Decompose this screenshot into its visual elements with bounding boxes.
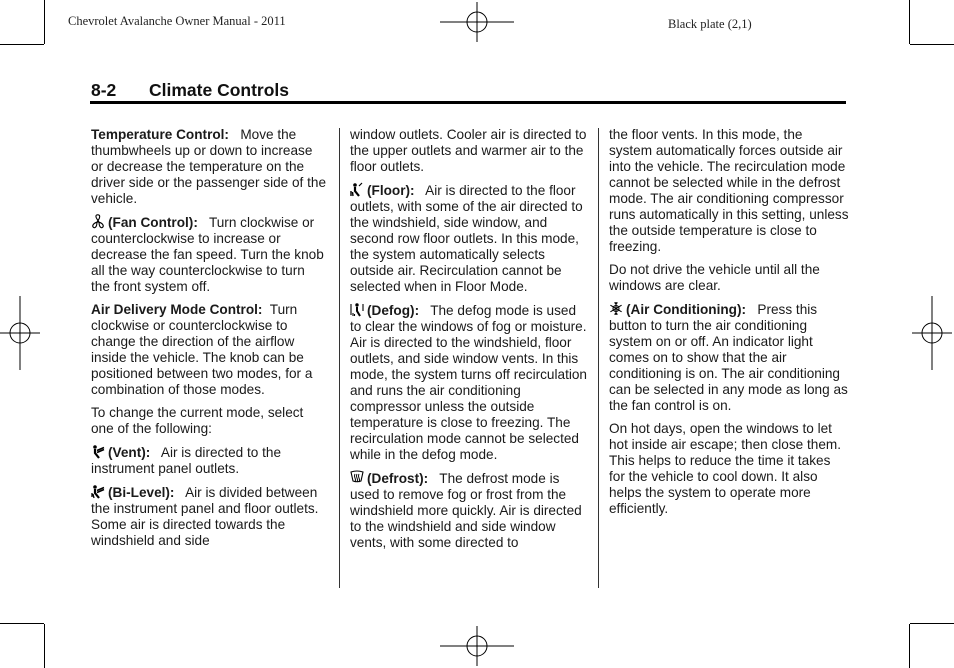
term-label: Temperature Control: bbox=[91, 127, 229, 142]
paragraph-air-delivery bbox=[91, 302, 327, 398]
column-divider bbox=[598, 128, 599, 588]
term-label: (Air Conditioning): bbox=[626, 302, 747, 317]
paragraph-text: window outlets. Cooler air is directed to the upper outlets and warmer air to the floor outlets. bbox=[350, 127, 587, 174]
paragraph-text: Move the thumbwheels up or down to increase or decrease the temperature on the driver side or the passenger side of the vehicle. bbox=[91, 127, 327, 206]
paragraph-text: the floor vents. In this mode, the system automatically forces outside air into the vehicle. The recirculation mode cannot be selected while in the defrost mode. The air conditioning compressor runs automatically in this setting, unless the outside temperature is close to freezing. bbox=[609, 127, 849, 254]
paragraph-text: The defrost mode is used to remove fog or frost from the windshield more quickly. Air is directed to the windshield and side window vents, with some directed to bbox=[350, 471, 582, 550]
section-number: 8-2 bbox=[91, 80, 117, 100]
paragraph-hot-days bbox=[609, 421, 849, 517]
registration-mark-icon bbox=[912, 296, 952, 370]
crop-mark bbox=[909, 0, 910, 44]
paragraph-fan bbox=[91, 214, 327, 295]
paragraph-defrost bbox=[350, 470, 588, 551]
heading-rule bbox=[90, 101, 846, 104]
term-label: (Bi-Level): bbox=[108, 485, 175, 500]
paragraph-text: Turn clockwise or counterclockwise to change the direction of the airflow inside the vehicle. The knob can be positioned between two modes, for a combination of those modes. bbox=[91, 302, 313, 397]
paragraph-vent bbox=[91, 444, 327, 477]
plate-label: Black plate (2,1) bbox=[668, 17, 752, 31]
registration-mark-icon bbox=[440, 2, 514, 42]
manual-title: Chevrolet Avalanche Owner Manual - 2011 bbox=[68, 14, 286, 28]
paragraph-text: Turn clockwise or counterclockwise to increase or decrease the fan speed. Turn the knob all the way counterclockwise to turn the front system off. bbox=[91, 215, 324, 294]
ac-snowflake-icon bbox=[609, 301, 623, 316]
paragraph-text: Do not drive the vehicle until all the windows are clear. bbox=[609, 262, 820, 293]
crop-mark bbox=[44, 0, 45, 44]
fan-icon bbox=[91, 214, 105, 229]
column-2 bbox=[350, 127, 588, 558]
bi-level-icon bbox=[91, 484, 105, 499]
term-label: Air Delivery Mode Control: bbox=[91, 302, 263, 317]
crop-mark bbox=[910, 44, 954, 45]
column-1 bbox=[91, 127, 327, 556]
paragraph-bi-level bbox=[91, 484, 327, 549]
vent-icon bbox=[91, 444, 105, 459]
floor-icon bbox=[350, 182, 364, 197]
paragraph-drive-warning bbox=[609, 262, 849, 294]
paragraph-text: Air is directed to the instrument panel outlets. bbox=[91, 445, 282, 476]
paragraph-continued bbox=[609, 127, 849, 255]
paragraph-text: Air is divided between the instrument panel and floor outlets. Some air is directed towards the windshield and side bbox=[91, 485, 319, 548]
crop-mark bbox=[44, 624, 45, 668]
crop-mark bbox=[910, 623, 954, 624]
paragraph-change-mode bbox=[91, 405, 327, 437]
paragraph-continued bbox=[350, 127, 588, 175]
paragraph-text: To change the current mode, select one of the following: bbox=[91, 405, 304, 436]
term-label: (Floor): bbox=[367, 183, 415, 198]
paragraph-defog bbox=[350, 302, 588, 463]
defog-icon bbox=[350, 302, 364, 317]
term-label: (Defrost): bbox=[367, 471, 429, 486]
paragraph-text: Press this button to turn the air conditioning system on or off. An indicator light comes on to show that the air conditioning is on. The air conditioning can be selected in any mode as long as the fan control is on. bbox=[609, 302, 848, 413]
registration-mark-icon bbox=[0, 296, 40, 370]
term-label: (Defog): bbox=[367, 303, 420, 318]
crop-mark bbox=[0, 44, 44, 45]
paragraph-text: Air is directed to the floor outlets, with some of the air directed to the windshield, side window, and second row floor outlets. In this mode, the system automatically selects outside air. Recirculation cannot be selected when in Floor Mode. bbox=[350, 183, 583, 294]
column-3 bbox=[609, 127, 849, 524]
crop-mark bbox=[909, 624, 910, 668]
paragraph-text: The defog mode is used to clear the windows of fog or moisture. Air is directed to the windshield, floor outlets, and side window vents. In this mode, the system turns off recirculation and runs the air conditioning compressor unless the outside temperature is close to freezing. The recirculation mode cannot be selected while in the defog mode. bbox=[350, 303, 587, 462]
section-heading bbox=[91, 80, 289, 101]
crop-mark bbox=[0, 623, 44, 624]
term-label: (Fan Control): bbox=[108, 215, 198, 230]
column-divider bbox=[339, 128, 340, 588]
section-title: Climate Controls bbox=[149, 80, 290, 100]
registration-mark-icon bbox=[440, 626, 514, 666]
paragraph-text: On hot days, open the windows to let hot inside air escape; then close them. This helps to reduce the time it takes for the vehicle to cool down. It also helps the system to operate more efficiently. bbox=[609, 421, 841, 516]
paragraph-floor bbox=[350, 182, 588, 295]
paragraph-ac bbox=[609, 301, 849, 414]
paragraph-temperature bbox=[91, 127, 327, 207]
defrost-icon bbox=[350, 470, 364, 485]
term-label: (Vent): bbox=[108, 445, 151, 460]
